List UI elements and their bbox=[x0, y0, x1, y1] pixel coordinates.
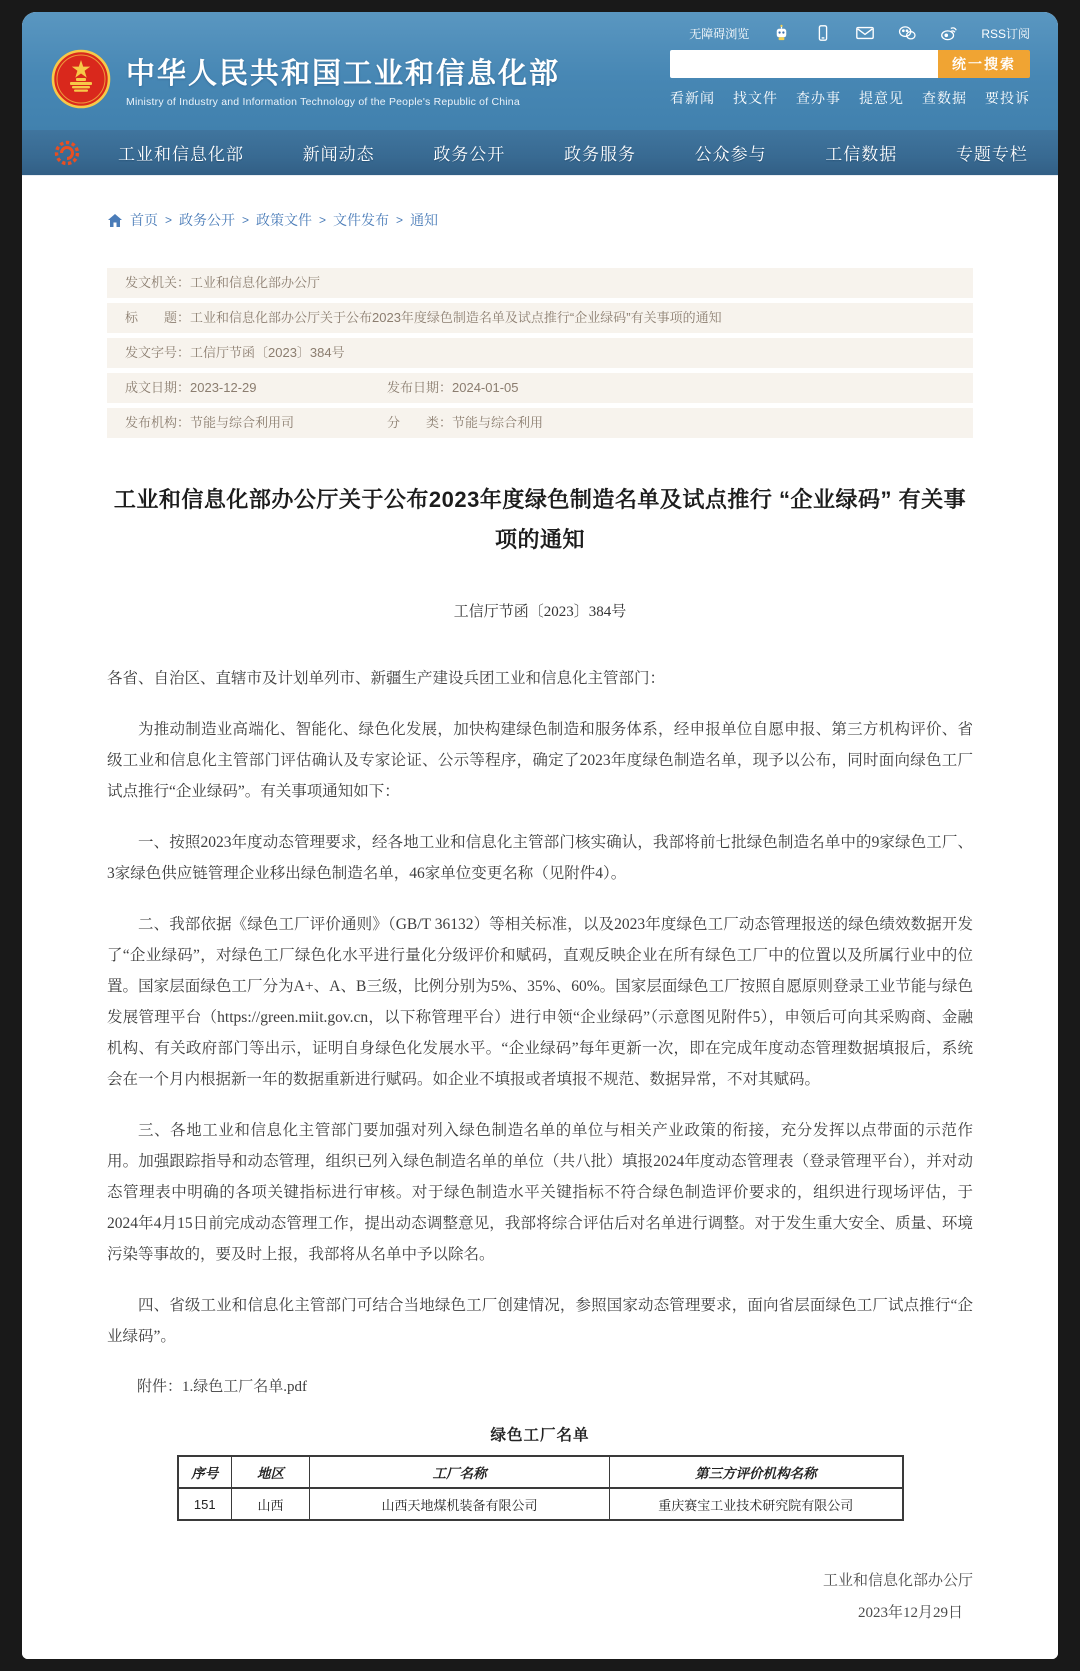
content bbox=[22, 210, 1058, 1659]
table-header-cell: 序号 bbox=[178, 1456, 232, 1488]
meta-cell bbox=[125, 379, 387, 397]
breadcrumb-item-3[interactable]: 政策文件 bbox=[256, 212, 313, 228]
meta-value: 工业和信息化部办公厅关于公布2023年度绿色制造名单及试点推行“企业绿码”有关事项的通知 bbox=[190, 310, 722, 325]
paragraph-3: 二、我部依据《绿色工厂评价通则》（GB/T 36132）等相关标准，以及2023年度绿色工厂动态管理报送的绿色绩效数据开发了“企业绿码”，对绿色工厂绿色化水平进行量化分级评价和赋码，直观反映企业在所有绿色工厂中的位置以及所属行业中的位置。国家层面绿色工厂分为A+、A、B三级，比例分别为5%、35%、60%。国家层面绿色工厂按照自愿原则登录工业节能与绿色发展管理平台（https://green.miit.gov.cn，以下称管理平台）进行申领“企业绿码”（示意图见附件5），申领后可向其采购商、金融机构、有关政府部门等出示，证明自身绿色化发展水平。“企业绿码”每年更新一次，即在完成年度动态管理数据填报后，系统会在一个月内根据新一年的数据重新进行赋码。如企业不填报或者填报不规范、数据异常，不对其赋码。 bbox=[107, 916, 973, 1088]
nav-item-1[interactable]: 工业和信息化部 bbox=[118, 145, 244, 164]
breadcrumb-item-2[interactable]: 政务公开 bbox=[179, 212, 236, 228]
home-icon[interactable] bbox=[107, 213, 123, 228]
breadcrumb-item-1[interactable]: 首页 bbox=[130, 212, 158, 228]
utility-row bbox=[50, 20, 1030, 46]
meta-cell bbox=[125, 274, 320, 292]
rss-link[interactable]: RSS订阅 bbox=[981, 26, 1030, 41]
meta-value: 工信厅节函〔2023〕384号 bbox=[190, 345, 345, 360]
breadcrumb-separator: > bbox=[319, 213, 327, 227]
main-nav bbox=[22, 130, 1058, 176]
meta-cell bbox=[125, 309, 722, 327]
salutation: 各省、自治区、直辖市及计划单列市、新疆生产建设兵团工业和信息化主管部门： bbox=[107, 670, 666, 687]
quick-link-1[interactable]: 看新闻 bbox=[670, 90, 715, 106]
meta-row bbox=[107, 373, 973, 403]
header-main bbox=[50, 48, 1030, 110]
wechat-icon[interactable] bbox=[897, 24, 917, 42]
nav-item-6[interactable]: 工信数据 bbox=[825, 145, 898, 164]
brand bbox=[50, 48, 560, 110]
breadcrumb bbox=[107, 210, 973, 230]
table-cell: 151 bbox=[178, 1488, 232, 1520]
mail-icon[interactable] bbox=[855, 24, 875, 42]
meta-row bbox=[107, 303, 973, 333]
site-subtitle: Ministry of Industry and Information Technology of the People's Republic of China bbox=[126, 95, 520, 108]
table-row bbox=[178, 1488, 903, 1520]
nav-item-5[interactable]: 公众参与 bbox=[694, 145, 767, 164]
meta-value: 工业和信息化部办公厅 bbox=[190, 275, 321, 290]
site-title: 中华人民共和国工业和信息化部 bbox=[126, 57, 561, 90]
nav-item-7[interactable]: 专题专栏 bbox=[955, 145, 1028, 164]
meta-value: 节能与综合利用 bbox=[452, 415, 544, 430]
meta-row bbox=[107, 338, 973, 368]
nav-item-3[interactable]: 政务公开 bbox=[433, 145, 506, 164]
document-number: 工信厅节函〔2023〕384号 bbox=[453, 604, 627, 620]
document-title: 工业和信息化部办公厅关于公布2023年度绿色制造名单及试点推行 “企业绿码” 有关事项的通知 bbox=[113, 487, 967, 552]
quick-link-2[interactable]: 找文件 bbox=[733, 90, 778, 106]
signature-block bbox=[107, 1565, 973, 1629]
nav-item-4[interactable]: 政务服务 bbox=[563, 145, 636, 164]
quick-link-6[interactable]: 要投诉 bbox=[985, 90, 1030, 106]
meta-cell bbox=[125, 414, 387, 432]
signature-date: 2023年12月29日 bbox=[857, 1605, 963, 1621]
table-cell: 重庆赛宝工业技术研究院有限公司 bbox=[610, 1488, 903, 1520]
meta-value: 2024-01-05 bbox=[452, 380, 519, 395]
search-zone bbox=[670, 50, 1030, 108]
meta-label: 发文机关： bbox=[125, 275, 191, 290]
table-header-cell: 地区 bbox=[232, 1456, 310, 1488]
green-factory-table bbox=[177, 1455, 904, 1521]
quick-link-4[interactable]: 提意见 bbox=[859, 90, 904, 106]
annex-section bbox=[107, 1423, 973, 1521]
meta-cell bbox=[387, 379, 519, 397]
meta-label: 发文字号： bbox=[125, 345, 191, 360]
breadcrumb-item-4[interactable]: 文件发布 bbox=[333, 212, 390, 228]
table-cell: 山西 bbox=[232, 1488, 310, 1520]
table-header bbox=[178, 1456, 903, 1488]
document-body bbox=[107, 663, 973, 1403]
table-header-row bbox=[178, 1456, 903, 1488]
breadcrumb-item-5[interactable]: 通知 bbox=[410, 212, 439, 228]
page bbox=[22, 12, 1058, 1659]
paragraph-1: 为推动制造业高端化、智能化、绿色化发展，加快构建绿色制造和服务体系，经申报单位自愿申报、第三方机构评价、省级工业和信息化主管部门评估确认及专家论证、公示等程序，确定了2023年度绿色制造名单，现予以公布，同时面向绿色工厂试点推行“企业绿码”。有关事项通知如下： bbox=[107, 721, 973, 800]
attachment-link[interactable]: 附件：1.绿色工厂名单.pdf bbox=[137, 1379, 307, 1395]
weibo-icon[interactable] bbox=[939, 24, 959, 42]
search-input[interactable] bbox=[670, 50, 938, 78]
signature-org: 工业和信息化部办公厅 bbox=[822, 1573, 973, 1589]
table-header-cell: 工厂名称 bbox=[310, 1456, 610, 1488]
annex-table-title: 绿色工厂名单 bbox=[490, 1427, 590, 1444]
meta-label: 发布机构： bbox=[125, 415, 191, 430]
meta-label: 发布日期： bbox=[387, 380, 453, 395]
meta-label: 标 题： bbox=[125, 310, 191, 325]
paragraph-2: 一、按照2023年度动态管理要求，经各地工业和信息化主管部门核实确认，我部将前七批绿色制造名单中的9家绿色工厂、3家绿色供应链管理企业移出绿色制造名单，46家单位变更名称（见附件4）。 bbox=[107, 834, 973, 882]
search-button[interactable]: 统一搜索 bbox=[938, 50, 1030, 78]
paragraph-5: 四、省级工业和信息化主管部门可结合当地绿色工厂创建情况，参照国家动态管理要求，面向省层面绿色工厂试点推行“企业绿码”。 bbox=[107, 1297, 973, 1345]
breadcrumb-separator: > bbox=[165, 213, 173, 227]
document-meta bbox=[107, 268, 973, 438]
quick-links bbox=[670, 88, 1030, 108]
breadcrumb-separator: > bbox=[242, 213, 250, 227]
site-header bbox=[22, 12, 1058, 130]
quick-link-5[interactable]: 查数据 bbox=[922, 90, 967, 106]
meta-value: 2023-12-29 bbox=[190, 380, 257, 395]
nav-items bbox=[118, 140, 1028, 165]
miit-gear-logo-icon bbox=[52, 138, 82, 168]
nav-item-2[interactable]: 新闻动态 bbox=[302, 145, 375, 164]
meta-label: 分 类： bbox=[387, 415, 453, 430]
mobile-icon[interactable] bbox=[813, 24, 833, 42]
table-body bbox=[178, 1488, 903, 1520]
table-cell: 山西天地煤机装备有限公司 bbox=[310, 1488, 610, 1520]
national-emblem-icon bbox=[50, 48, 112, 110]
meta-row bbox=[107, 268, 973, 298]
paragraph-4: 三、各地工业和信息化主管部门要加强对列入绿色制造名单的单位与相关产业政策的衔接，充分发挥以点带面的示范作用。加强跟踪指导和动态管理，组织已列入绿色制造名单的单位（共八批）填报2024年度动态管理表（登录管理平台），并对动态管理表中明确的各项关键指标进行审核。对于绿色制造水平关键指标不符合绿色制造评价要求的，组织进行现场评估，于2024年4月15日前完成动态管理工作，提出动态调整意见，我部将综合评估后对名单进行调整。对于发生重大安全、质量、环境污染等事故的，要及时上报，我部将从名单中予以除名。 bbox=[107, 1122, 973, 1263]
meta-cell bbox=[125, 344, 345, 362]
table-header-cell: 第三方评价机构名称 bbox=[610, 1456, 903, 1488]
meta-cell bbox=[387, 414, 543, 432]
meta-value: 节能与综合利用司 bbox=[190, 415, 295, 430]
breadcrumb-separator: > bbox=[396, 213, 404, 227]
breadcrumb-items bbox=[130, 210, 438, 230]
brand-text bbox=[126, 51, 560, 108]
robot-icon[interactable] bbox=[771, 24, 791, 42]
meta-row bbox=[107, 408, 973, 438]
accessibility-link[interactable]: 无障碍浏览 bbox=[689, 26, 750, 41]
meta-label: 成文日期： bbox=[125, 380, 191, 395]
attachment-line bbox=[107, 1372, 973, 1403]
quick-link-3[interactable]: 查办事 bbox=[796, 90, 841, 106]
